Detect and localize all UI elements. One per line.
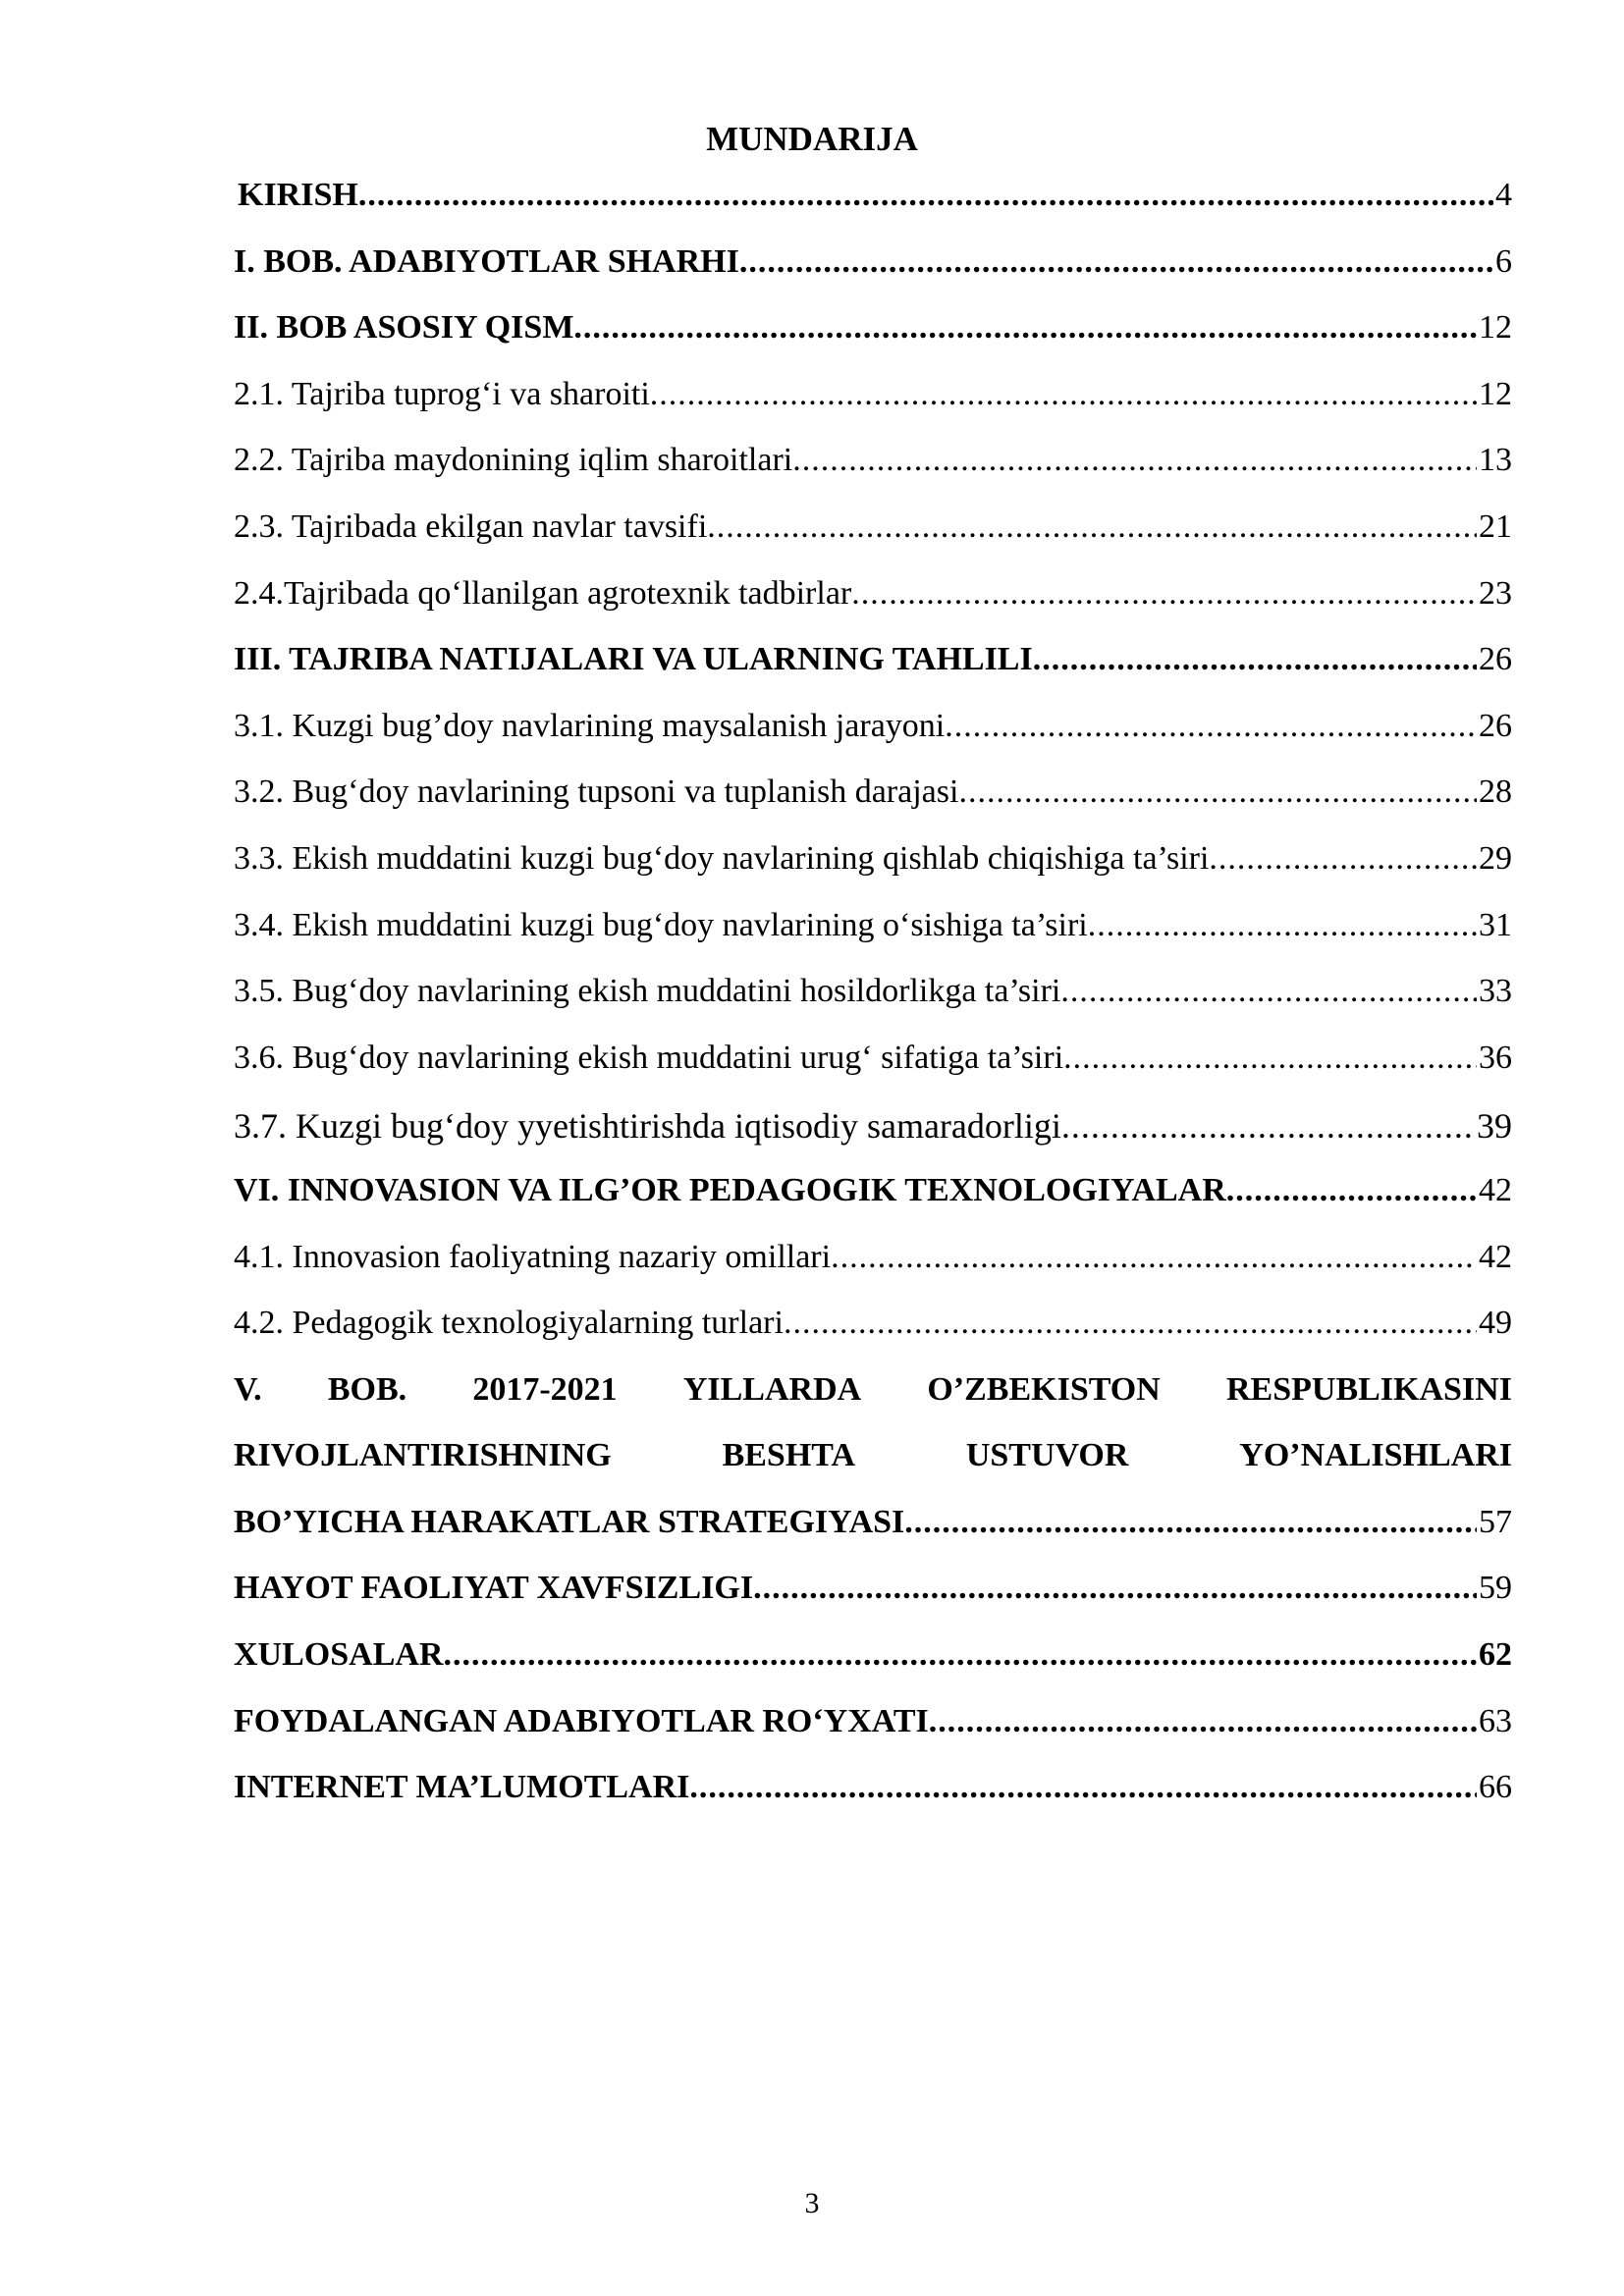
toc-entry-hayot-faoliyat: HAYOT FAOLIYAT XAVFSIZLIGI ..... 59 [234,1570,1512,1636]
toc-entry-internet: INTERNET MA’LUMOTLARI ..... 66 [234,1769,1512,1836]
toc-entry-3-5: 3.5. Bug‘doy navlarining ekish muddatini hosildorlikga ta’siri ..... 33 [234,973,1512,1040]
toc-entry-4-1: 4.1. Innovasion faoliyatning nazariy omillari ..... 42 [234,1239,1512,1306]
toc-entry-chapter-3: III. TAJRIBA NATIJALARI VA ULARNING TAHLILI ..... 26 [234,641,1512,708]
toc-entry-adabiyotlar: FOYDALANGAN ADABIYOTLAR RO‘YXATI ..... 63 [234,1703,1512,1770]
toc-entry-2-4: 2.4.Tajribada qo‘llanilgan agrotexnik tadbirlar ..... 23 [234,575,1512,642]
toc-entry-xulosalar: XULOSALAR ..... 62 [234,1636,1512,1703]
toc-entry-chapter-4: VI. INNOVASION VA ILG’OR PEDAGOGIK TEXNOLOGIYALAR ..... 42 [234,1172,1512,1239]
toc-entry-chapter-2: II. BOB ASOSIY QISM ..... 12 [234,309,1512,376]
toc-entry-2-3: 2.3. Tajribada ekilgan navlar tavsifi ..... 21 [234,508,1512,575]
toc-entry-chapter-1: I. BOB. ADABIYOTLAR SHARHI ..... 6 [234,243,1512,310]
page-number: 3 [804,2187,820,2219]
toc-entry-chapter-5-line-2: RIVOJLANTIRISHNING BESHTA USTUVOR YO’NALISHLARI [234,1437,1512,1474]
toc-entry-3-2: 3.2. Bug‘doy navlarining tupsoni va tuplanish darajasi ..... 28 [234,774,1512,840]
toc-entry-3-1: 3.1. Kuzgi bug’doy navlarining maysalanish jarayoni ..... 26 [234,708,1512,774]
toc-entry-2-1: 2.1. Tajriba tuprog‘i va sharoiti ..... 12 [234,376,1512,443]
page-title: MUNDARIJA [706,120,918,158]
toc-entry-chapter-5-line-3: BO’YICHA HARAKATLAR STRATEGIYASI ..... 57 [234,1504,1512,1571]
toc-entry-3-3: 3.3. Ekish muddatini kuzgi bug‘doy navlarining qishlab chiqishiga ta’siri ..... 29 [234,840,1512,907]
toc-entry-3-7: 3.7. Kuzgi bug‘doy yyetishtirishda iqtisodiy samaradorligi ..... 39 [234,1105,1512,1172]
toc-entry-2-2: 2.2. Tajriba maydonining iqlim sharoitlari ..... 13 [234,442,1512,508]
toc-entry-3-6: 3.6. Bug‘doy navlarining ekish muddatini urug‘ sifatiga ta’siri ..... 36 [234,1040,1512,1106]
toc-entry-chapter-5-line-1: V. BOB. 2017-2021 YILLARDA O’ZBEKISTON RESPUBLIKASINI [234,1370,1512,1408]
toc-entry-kirish: KIRISH ..... 4 [234,177,1512,243]
toc-entry-4-2: 4.2. Pedagogik texnologiyalarning turlari ..... 49 [234,1305,1512,1371]
toc-entry-3-4: 3.4. Ekish muddatini kuzgi bug‘doy navlarining o‘sishiga ta’siri ..... 31 [234,907,1512,974]
table-of-contents [234,177,1512,1836]
